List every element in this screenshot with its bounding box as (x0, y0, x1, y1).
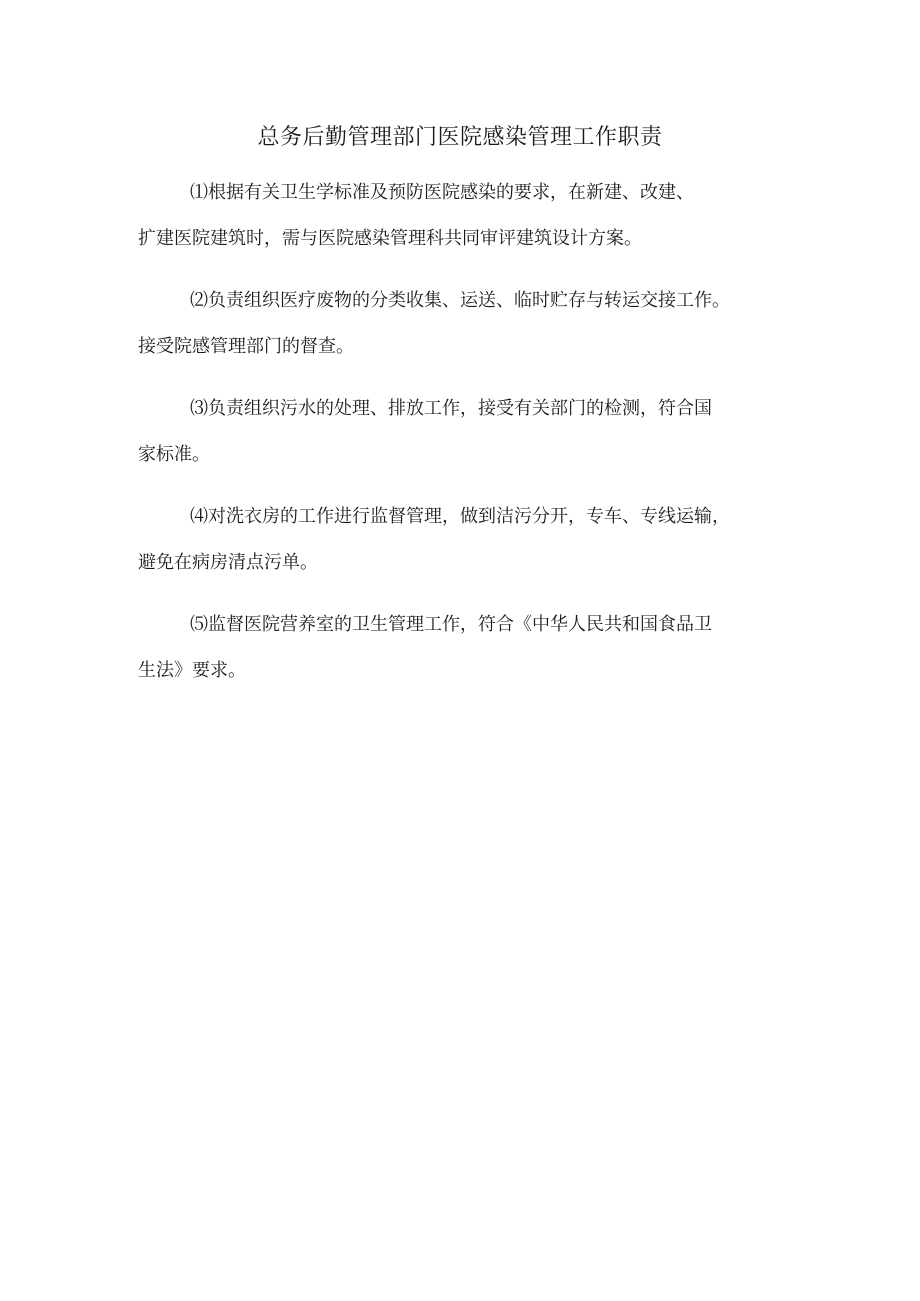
duty-item-5 (138, 602, 808, 694)
duty-item-1 (138, 170, 808, 262)
duty-item-4-line-2: 避免在病房清点污单。 (138, 552, 318, 573)
document-body (138, 170, 808, 710)
duty-item-1-line-1: ⑴根据有关卫生学标准及预防医院感染的要求，在新建、改建、 (190, 182, 694, 203)
duty-item-1-line-2: 扩建医院建筑时，需与医院感染管理科共同审评建筑设计方案。 (138, 228, 642, 249)
duty-item-3 (138, 386, 808, 478)
document-title: 总务后勤管理部门医院感染管理工作职责 (257, 125, 663, 150)
duty-item-4 (138, 494, 808, 586)
duty-item-5-line-1: ⑸监督医院营养室的卫生管理工作，符合《中华人民共和国食品卫 (190, 614, 712, 635)
duty-item-3-line-1: ⑶负责组织污水的处理、排放工作，接受有关部门的检测，符合国 (190, 398, 712, 419)
duty-item-5-line-2: 生法》要求。 (138, 660, 246, 681)
duty-item-2-line-2: 接受院感管理部门的督查。 (138, 336, 354, 357)
duty-item-4-line-1: ⑷对洗衣房的工作进行监督管理，做到洁污分开，专车、专线运输， (190, 506, 730, 527)
duty-item-2 (138, 278, 808, 370)
duty-item-2-line-1: ⑵负责组织医疗废物的分类收集、运送、临时贮存与转运交接工作。 (190, 290, 730, 311)
duty-item-3-line-2: 家标准。 (138, 444, 210, 465)
